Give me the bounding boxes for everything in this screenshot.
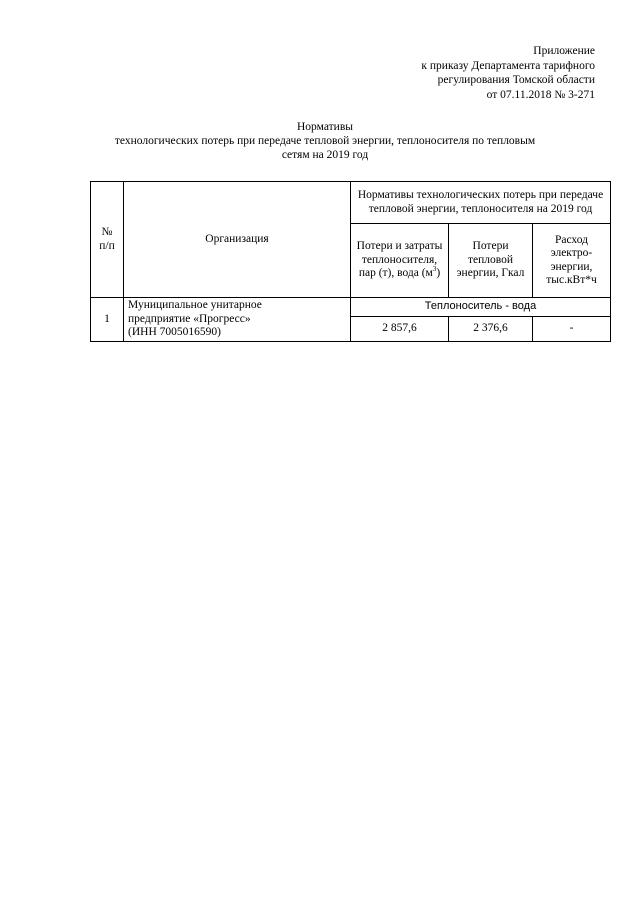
row-organization-line1: Муниципальное унитарное bbox=[128, 299, 262, 311]
value-heat-losses: 2 376,6 bbox=[449, 316, 533, 341]
row-heat-carrier: Теплоноситель - вода bbox=[351, 298, 611, 317]
value-coolant-losses: 2 857,6 bbox=[351, 316, 449, 341]
row-organization-line2: предприятие «Прогресс» bbox=[128, 312, 251, 325]
title-heading: Нормативы bbox=[297, 121, 353, 133]
norms-table bbox=[90, 181, 611, 342]
header-heat-losses: Потери тепловой энергии, Гкал bbox=[449, 224, 533, 298]
appendix-order-ref: к приказу Департамента тарифного bbox=[421, 59, 595, 72]
header-number bbox=[91, 182, 124, 298]
appendix-label: Приложение bbox=[533, 45, 595, 57]
table-header-row bbox=[91, 182, 611, 224]
table-row bbox=[91, 298, 611, 317]
appendix-order-date: от 07.11.2018 № 3-271 bbox=[486, 88, 595, 101]
document-title bbox=[90, 120, 560, 162]
header-coolant-losses-end: ) bbox=[436, 267, 441, 280]
header-power-consumption: Расход электро-энергии, тыс.кВт*ч bbox=[533, 224, 611, 298]
row-organization bbox=[124, 298, 351, 342]
appendix-department: регулирования Томской области bbox=[437, 74, 595, 86]
row-number: 1 bbox=[91, 298, 124, 342]
header-coolant-losses-text: Потери и затраты теплоносителя, пар (т), вода (м bbox=[356, 240, 443, 280]
title-subtitle-line2: сетям на 2019 год bbox=[281, 149, 369, 161]
title-subtitle-line1: технологических потерь при передаче тепловой энергии, теплоносителя по тепловым bbox=[114, 135, 536, 147]
row-organization-inn: (ИНН 7005016590) bbox=[128, 326, 221, 338]
header-number-symbol: № bbox=[101, 226, 113, 238]
appendix-reference bbox=[295, 44, 595, 102]
header-number-abbr: п/п bbox=[99, 239, 115, 252]
value-power-consumption: - bbox=[533, 316, 611, 341]
header-organization: Организация bbox=[124, 182, 351, 298]
header-coolant-losses bbox=[351, 224, 449, 298]
header-coolant-losses-sup: 3 bbox=[432, 265, 437, 274]
header-norms-group: Нормативы технологических потерь при передаче тепловой энергии, теплоносителя на 2019 год bbox=[351, 182, 611, 224]
